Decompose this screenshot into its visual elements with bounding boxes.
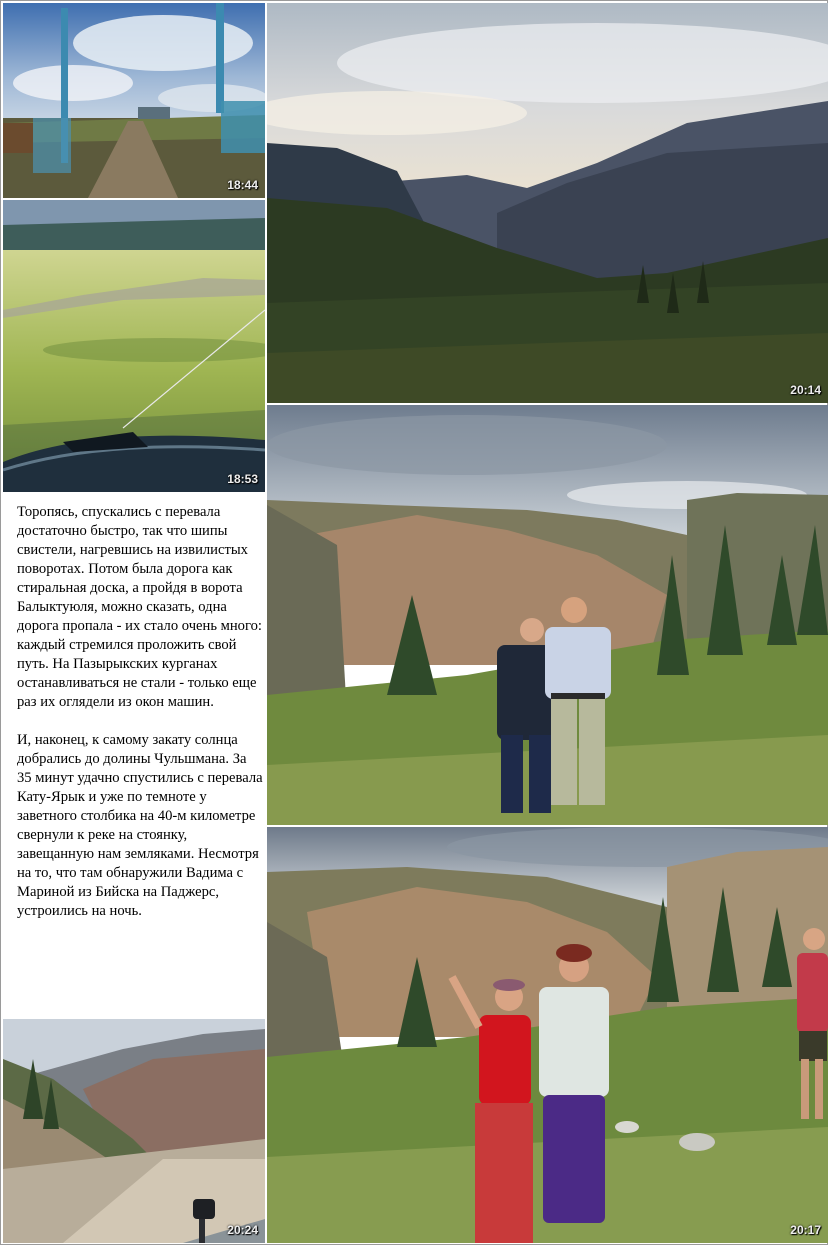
photo-two-men[interactable]	[267, 405, 828, 825]
photo-gate[interactable]	[3, 3, 265, 198]
story-paragraph-1: Торопясь, спускались с перевала достаточно быстро, так что шипы свистели, нагревшись на извилистых поворотах. Потом была дорога как стиральная доска, а пройдя в ворота Балыктуюля, можно сказать, одна дорога пропала - их стало очень много: каждый стремился проложить свой путь. На Пазырыкских курганах останавливаться не стали - только еще раз их оглядели из окон машин.	[17, 504, 262, 710]
photo-valley-sunset[interactable]	[267, 3, 828, 403]
photo-valley-sunset-image	[267, 3, 828, 403]
photo-road-down-image	[3, 1019, 265, 1243]
photo-two-women-image	[267, 827, 828, 1243]
photo-steppe-time: 18:53	[227, 472, 258, 486]
photo-road-down-time: 20:24	[227, 1223, 258, 1237]
photo-gate-image	[3, 3, 265, 198]
photo-two-men-image	[267, 405, 828, 825]
photo-gate-time: 18:44	[227, 178, 258, 192]
story-text	[17, 503, 263, 921]
photo-valley-sunset-time: 20:14	[790, 383, 821, 397]
photo-two-women[interactable]	[267, 827, 828, 1243]
photo-steppe[interactable]	[3, 200, 265, 492]
photo-road-down[interactable]	[3, 1019, 265, 1243]
photo-steppe-image	[3, 200, 265, 492]
story-paragraph-2: И, наконец, к самому закату солнца добрались до долины Чульшмана. За 35 минут удачно спустились с перевала Кату-Ярык и уже по темноте у заветного столбика на 40-м километре свернули к реке на стоянку, завещанную нам земляками. Несмотря на то, что там обнаружили Вадима с Мариной из Бийска на Паджерс, устроились на ночь.	[17, 732, 263, 919]
photo-two-women-time: 20:17	[790, 1223, 821, 1237]
